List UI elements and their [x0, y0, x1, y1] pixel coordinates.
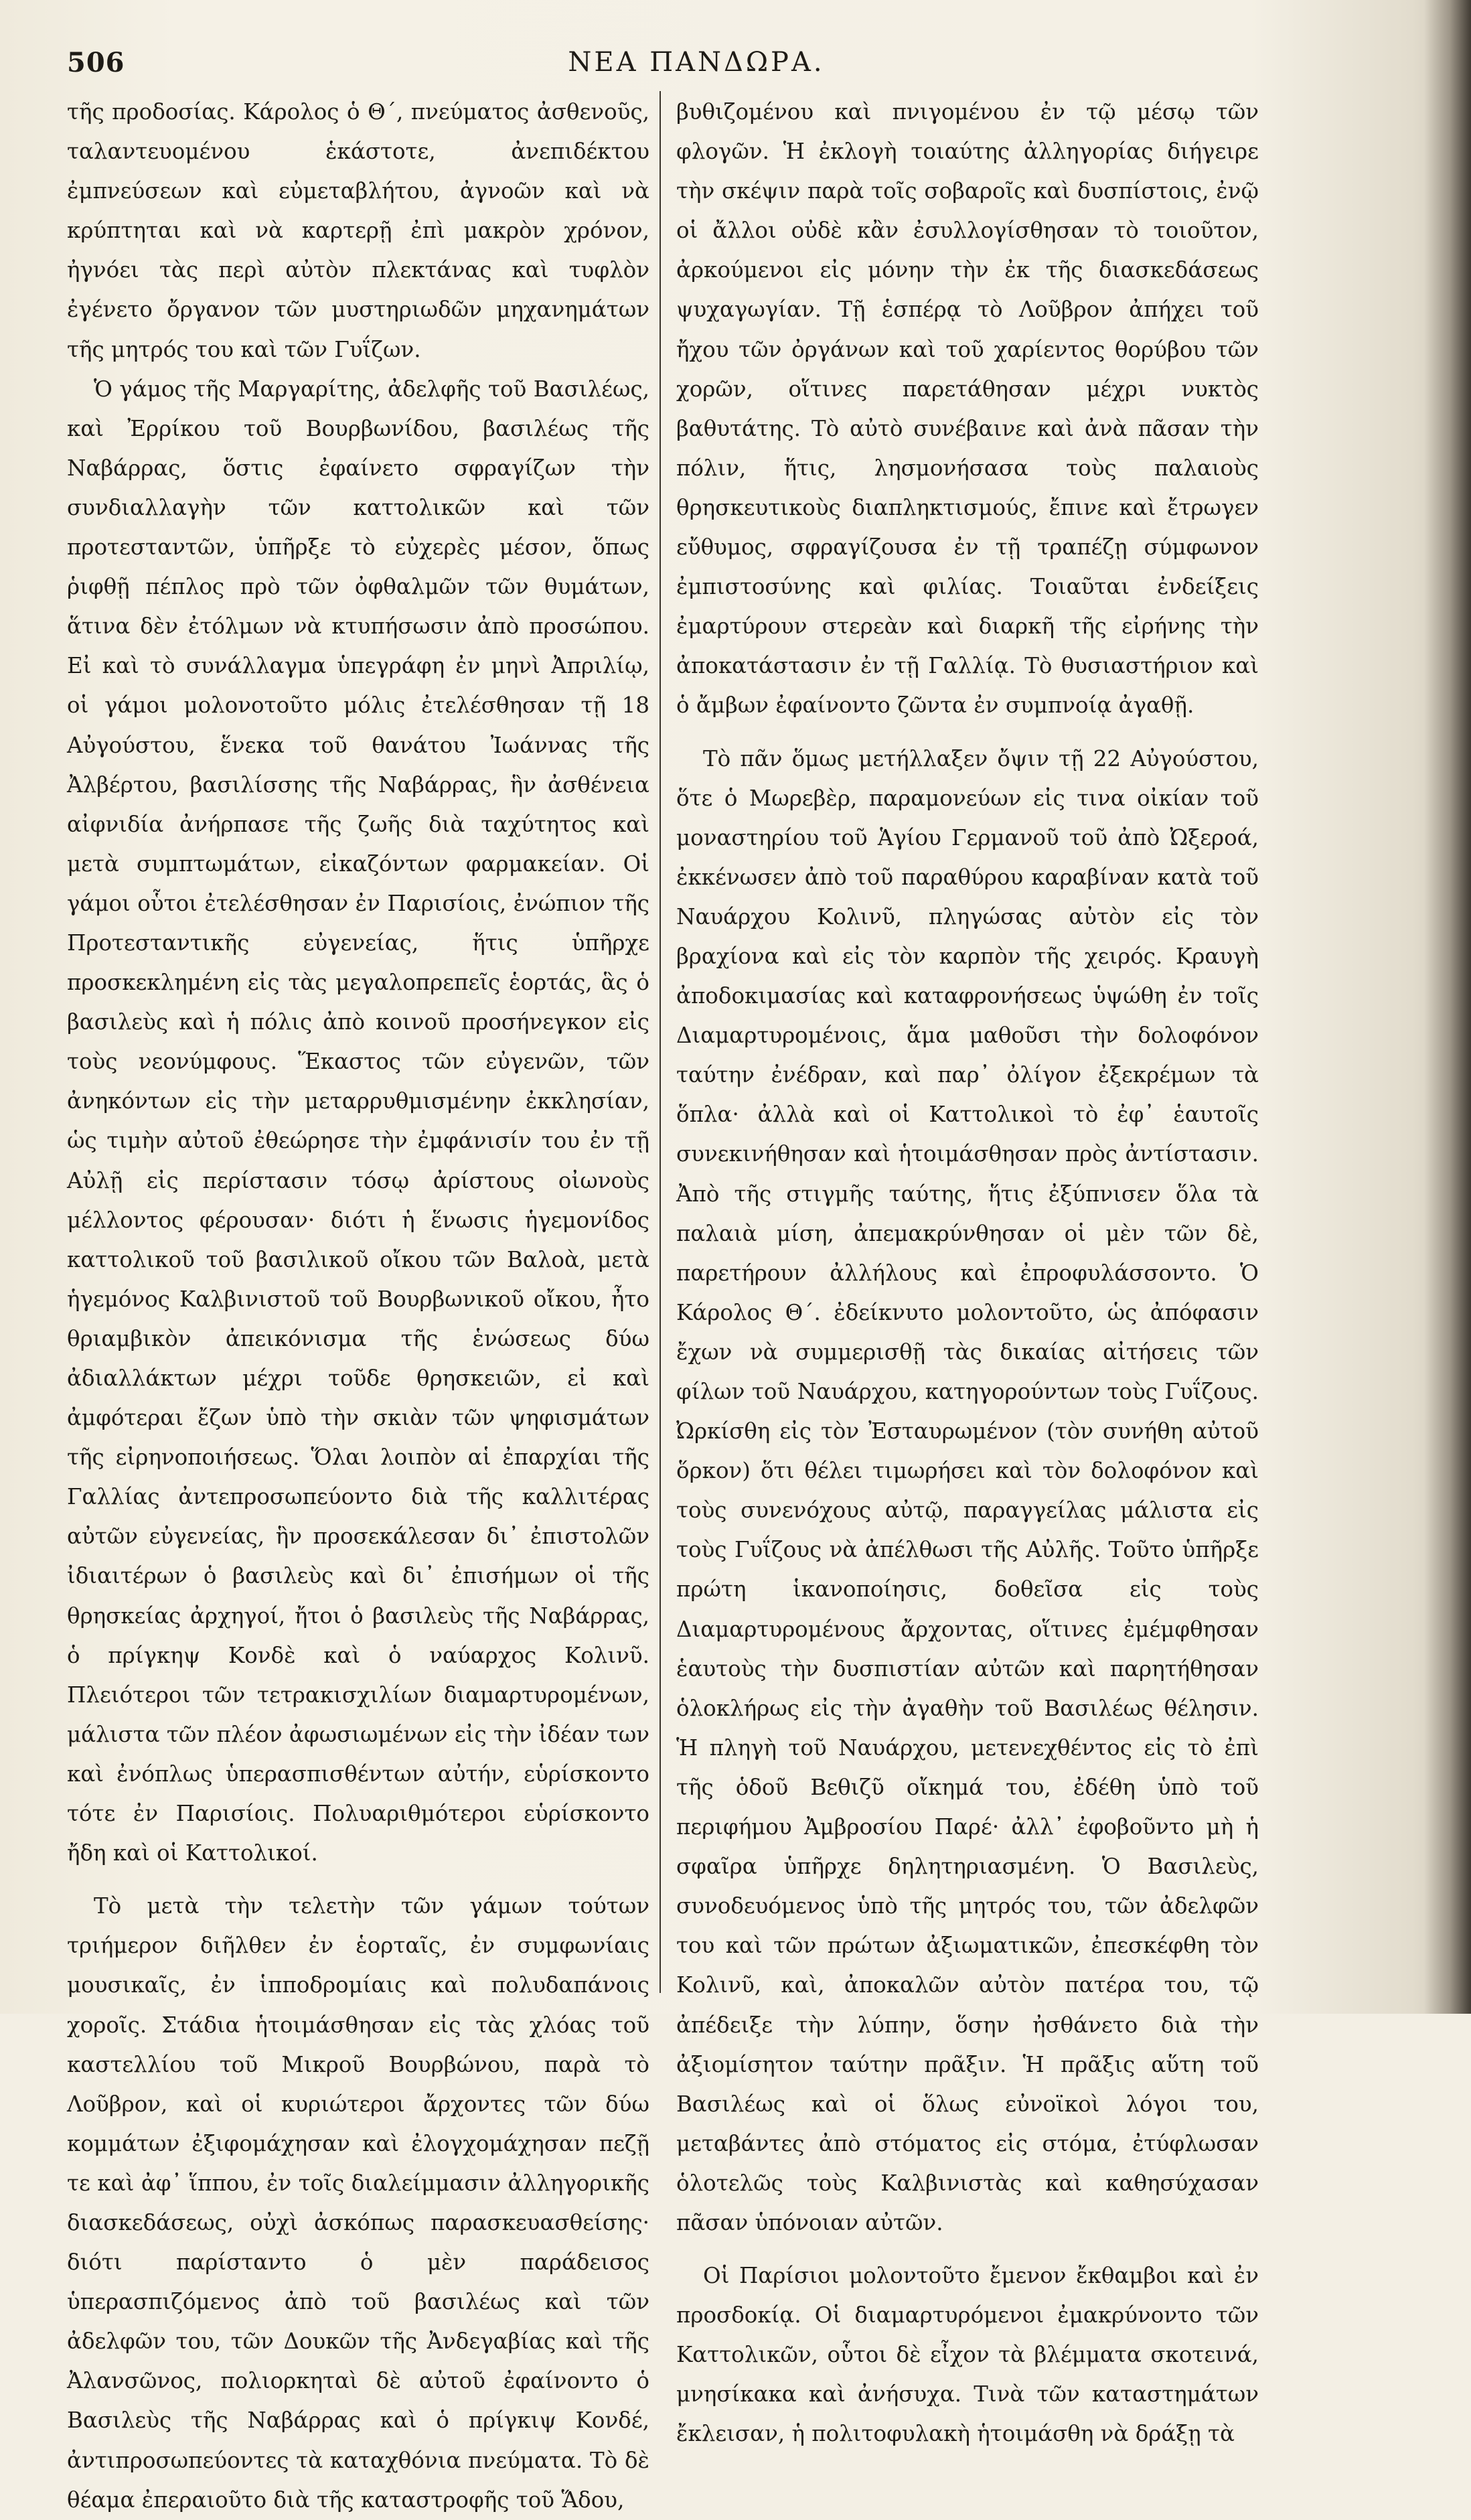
- paragraph: τῆς προδοσίας. Κάρολος ὁ Θ΄, πνεύματος ἀσθενοῦς, ταλαντευομένου ἑκάστοτε, ἀνεπιδέκτου ἐμπνεύσεων καὶ εὐμεταβλήτου, ἀγνοῶν καὶ νὰ κρύπτηται καὶ νὰ καρτερῇ ἐπὶ μακρὸν χρόνον, ἠγνόει τὰς περὶ αὐτὸν πλεκτάνας καὶ τυφλὸν ἐγένετο ὄργανον τῶν μυστηριωδῶν μηχανημάτων τῆς μητρός του καὶ τῶν Γυΐζων.: [67, 99, 649, 362]
- paragraph: βυθιζομένου καὶ πνιγομένου ἐν τῷ μέσῳ τῶν φλογῶν. Ἡ ἐκλογὴ τοιαύτης ἀλληγορίας διήγειρε τὴν σκέψιν παρὰ τοῖς σοβαροῖς καὶ δυσπίστοις, ἐνῷ οἱ ἄλλοι οὐδὲ κἂν ἐσυλλογίσθησαν τὸ τοιοῦτον, ἀρκούμενοι εἰς μόνην τὴν ἐκ τῆς διασκεδάσεως ψυχαγωγίαν. Τῇ ἑσπέρᾳ τὸ Λοῦβρον ἀπήχει τοῦ ἤχου τῶν ὀργάνων καὶ τοῦ χαρίεντος θορύβου τῶν χορῶν, οἵτινες παρετάθησαν μέχρι νυκτὸς βαθυτάτης. Τὸ αὐτὸ συνέβαινε καὶ ἀνὰ πᾶσαν τὴν πόλιν, ἥτις, λησμονήσασα τοὺς παλαιοὺς θρησκευτικοὺς διαπληκτισμούς, ἔπινε καὶ ἔτρωγεν εὔθυμος, σφραγίζουσα ἐν τῇ τραπέζῃ σύμφωνον ἐμπιστοσύνης καὶ φιλίας. Τοιαῦται ἐνδείξεις ἐμαρτύρουν στερεὰν καὶ διαρκῆ τῆς εἰρήνης τὴν ἀποκατάστασιν ἐν τῇ Γαλλίᾳ. Τὸ θυσιαστήριον καὶ ὁ ἄμβων ἐφαίνοντο ζῶντα ἐν συμπνοίᾳ ἀγαθῇ.: [676, 99, 1259, 719]
- column-divider: [660, 91, 661, 1993]
- left-column: [67, 92, 649, 2520]
- paragraph: Οἱ Παρίσιοι μολοντοῦτο ἔμενον ἔκθαμβοι καὶ ἐν προσδοκίᾳ. Οἱ διαμαρτυρόμενοι ἐμακρύνοντο τῶν Καττολικῶν, οὗτοι δὲ εἶχον τὰ βλέμματα σκοτεινά, μνησίκακα καὶ ἀνήσυχα. Τινὰ τῶν καταστημάτων ἔκλεισαν, ἡ πολιτοφυλακὴ ἡτοιμάσθη νὰ δράξῃ τὰ: [676, 2263, 1259, 2447]
- page-header: [67, 47, 1326, 87]
- running-title: ΝΕΑ ΠΑΝΔΩΡΑ.: [568, 47, 825, 78]
- paragraph: Τὸ πᾶν ὅμως μετήλλαξεν ὄψιν τῇ 22 Αὐγούστου, ὅτε ὁ Μωρεβὲρ, παραμονεύων εἰς τινα οἰκίαν τοῦ μοναστηρίου τοῦ Ἁγίου Γερμανοῦ τοῦ ἀπὸ Ὠξεροά, ἐκκένωσεν ἀπὸ τοῦ παραθύρου καραβίναν κατὰ τοῦ Ναυάρχου Κολινῦ, πληγώσας αὐτὸν εἰς τὸν βραχίονα καὶ εἰς τὸν καρπὸν τῆς χειρός. Κραυγὴ ἀποδοκιμασίας καὶ καταφρονήσεως ὑψώθη ἐν τοῖς Διαμαρτυρομένοις, ἅμα μαθοῦσι τὴν δολοφόνον ταύτην ἐνέδραν, καὶ παρ᾽ ὀλίγον ἐξεκρέμων τὰ ὅπλα· ἀλλὰ καὶ οἱ Καττολικοὶ τὸ ἐφ᾽ ἑαυτοῖς συνεκινήθησαν καὶ ἡτοιμάσθησαν πρὸς ἀντίστασιν. Ἀπὸ τῆς στιγμῆς ταύτης, ἥτις ἐξύπνισεν ὅλα τὰ παλαιὰ μίση, ἀπεμακρύνθησαν οἱ μὲν τῶν δὲ, παρετήρουν ἀλλήλους καὶ ἐπροφυλάσσοντο. Ὁ Κάρολος Θ΄. ἐδείκνυτο μολοντοῦτο, ὡς ἀπόφασιν ἔχων νὰ συμμερισθῇ τὰς δικαίας αἰτήσεις τῶν φίλων τοῦ Ναυάρχου, κατηγορούντων τοὺς Γυΐζους. Ὠρκίσθη εἰς τὸν Ἐσταυρωμένον (τὸν συνήθη αὐτοῦ ὅρκον) ὅτι θέλει τιμωρήσει καὶ τὸν δολοφόνον καὶ τοὺς συνενόχους αὐτῷ, παραγγείλας μάλιστα εἰς τοὺς Γυΐζους νὰ ἀπέλθωσι τῆς Αὐλῆς. Τοῦτο ὑπῆρξε πρώτη ἱκανοποίησις, δοθεῖσα εἰς τοὺς Διαμαρτυρομένους ἄρχοντας, οἵτινες ἐμέμφθησαν ἑαυτοὺς τὴν δυσπιστίαν αὐτῶν καὶ παρητήθησαν ὁλοκλήρως εἰς τὴν ἀγαθὴν τοῦ Βασιλέως θέλησιν. Ἡ πληγὴ τοῦ Ναυάρχου, μετενεχθέντος εἰς τὸ ἐπὶ τῆς ὁδοῦ Βεθιζῦ οἴκημά του, ἐδέθη ὑπὸ τοῦ περιφήμου Ἀμβροσίου Παρέ· ἀλλ᾽ ἐφοβοῦντο μὴ ἡ σφαῖρα ὑπῆρχε δηλητηριασμένη. Ὁ Βασιλεὺς, συνοδευόμενος ὑπὸ τῆς μητρός του, τῶν ἀδελφῶν του καὶ τῶν πρώτων ἀξιωματικῶν, ἐπεσκέφθη τὸν Κολινῦ, καὶ, ἀποκαλῶν αὐτὸν πατέρα του, τῷ ἀπέδειξε τὴν λύπην, ὅσην ἠσθάνετο διὰ τὴν ἀξιομίσητον ταύτην πρᾶξιν. Ἡ πρᾶξις αὕτη τοῦ Βασιλέως καὶ οἱ ὅλως εὐνοϊκοὶ λόγοι του, μεταβάντες ἀπὸ στόματος εἰς στόμα, ἐτύφλωσαν ὁλοτελῶς τοὺς Καλβινιστὰς καὶ καθησύχασαν πᾶσαν ὑπόνοιαν αὐτῶν.: [676, 745, 1259, 2235]
- page-number: 506: [67, 47, 125, 78]
- page-binding-shadow: [1424, 0, 1471, 2014]
- paragraph: Τὸ μετὰ τὴν τελετὴν τῶν γάμων τούτων τριήμερον διῆλθεν ἐν ἑορταῖς, ἐν συμφωνίαις μουσικαῖς, ἐν ἱπποδρομίαις καὶ πολυδαπάνοις χοροῖς. Στάδια ἡτοιμάσθησαν εἰς τὰς χλόας τοῦ καστελλίου τοῦ Μικροῦ Βουρβώνου, παρὰ τὸ Λοῦβρον, καὶ οἱ κυριώτεροι ἄρχοντες τῶν δύω κομμάτων ἐξιφομάχησαν καὶ ἐλογχομάχησαν πεζῇ τε καὶ ἀφ᾽ ἵππου, ἐν τοῖς διαλείμμασιν ἀλληγορικῆς διασκεδάσεως, οὐχὶ ἀσκόπως παρασκευασθείσης· διότι παρίσταντο ὁ μὲν παράδεισος ὑπερασπιζόμενος ἀπὸ τοῦ βασιλέως καὶ τῶν ἀδελφῶν του, τῶν Δουκῶν τῆς Ἀνδεγαβίας καὶ τῆς Ἀλανσῶνος, πολιορκηταὶ δὲ αὐτοῦ ἐφαίνοντο ὁ Βασιλεὺς τῆς Ναβάρρας καὶ ὁ πρίγκιψ Κονδέ, ἀντιπροσωπεύοντες τὰ καταχθόνια πνεύματα. Τὸ δὲ θέαμα ἐπεραιοῦτο διὰ τῆς καταστροφῆς τοῦ Ἅδου,: [67, 1893, 649, 2513]
- paragraph: Ὁ γάμος τῆς Μαργαρίτης, ἀδελφῆς τοῦ Βασιλέως, καὶ Ἐρρίκου τοῦ Βουρβωνίδου, βασιλέως τῆς Ναβάρρας, ὅστις ἐφαίνετο σφραγίζων τὴν συνδιαλλαγὴν τῶν καττολικῶν καὶ τῶν προτεσταντῶν, ὑπῆρξε τὸ εὐχερὲς μέσον, ὅπως ῥιφθῇ πέπλος πρὸ τῶν ὀφθαλμῶν τῶν θυμάτων, ἅτινα δὲν ἐτόλμων νὰ κτυπήσωσιν ἀπὸ προσώπου. Εἰ καὶ τὸ συνάλλαγμα ὑπεγράφη ἐν μηνὶ Ἀπριλίῳ, οἱ γάμοι μολονοτοῦτο μόλις ἐτελέσθησαν τῇ 18 Αὐγούστου, ἕνεκα τοῦ θανάτου Ἰωάννας τῆς Ἀλβέρτου, βασιλίσσης τῆς Ναβάρρας, ἣν ἀσθένεια αἰφνιδία ἀνήρπασε τῆς ζωῆς διὰ ταχύτητος καὶ μετὰ συμπτωμάτων, εἰκαζόντων φαρμακείαν. Οἱ γάμοι οὗτοι ἐτελέσθησαν ἐν Παρισίοις, ἐνώπιον τῆς Προτεσταντικῆς εὐγενείας, ἥτις ὑπῆρχε προσκεκλημένη εἰς τὰς μεγαλοπρεπεῖς ἑορτάς, ἃς ὁ βασιλεὺς καὶ ἡ πόλις ἀπὸ κοινοῦ προσήνεγκον εἰς τοὺς νεονύμφους. Ἕκαστος τῶν εὐγενῶν, τῶν ἀνηκόντων εἰς τὴν μεταρρυθμισμένην ἐκκλησίαν, ὡς τιμὴν αὐτοῦ ἐθεώρησε τὴν ἐμφάνισίν του ἐν τῇ Αὐλῇ εἰς περίστασιν τόσῳ ἀρίστους οἰωνοὺς μέλλοντος φέρουσαν· διότι ἡ ἕνωσις ἡγεμονίδος καττολικοῦ τοῦ βασιλικοῦ οἴκου τῶν Βαλοὰ, μετὰ ἡγεμόνος Καλβινιστοῦ τοῦ Βουρβωνικοῦ οἴκου, ἦτο θριαμβικὸν ἀπεικόνισμα τῆς ἑνώσεως δύω ἀδιαλλάκτων μέχρι τοῦδε θρησκειῶν, εἰ καὶ ἀμφότεραι ἔζων ὑπὸ τὴν σκιὰν τῶν ψηφισμάτων τῆς εἰρηνοποιήσεως. Ὅλαι λοιπὸν αἱ ἐπαρχίαι τῆς Γαλλίας ἀντεπροσωπεύοντο διὰ τῆς καλλιτέρας αὐτῶν εὐγενείας, ἣν προσεκάλεσαν δι᾽ ἐπιστολῶν ἰδιαιτέρων ὁ βασιλεὺς καὶ δι᾽ ἐπισήμων οἱ τῆς θρησκείας ἀρχηγοί, ἤτοι ὁ βασιλεὺς τῆς Ναβάρρας, ὁ πρίγκηψ Κονδὲ καὶ ὁ ναύαρχος Κολινῦ. Πλειότεροι τῶν τετρακισχιλίων διαμαρτυρομένων, μάλιστα τῶν πλέον ἀφωσιωμένων εἰς τὴν ἰδέαν των καὶ ἐνόπλως ὑπερασπισθέντων αὐτήν, εὑρίσκοντο τότε ἐν Παρισίοις. Πολυαριθμότεροι εὑρίσκοντο ἤδη καὶ οἱ Καττολικοί.: [67, 376, 649, 1866]
- right-column: [676, 92, 1259, 2454]
